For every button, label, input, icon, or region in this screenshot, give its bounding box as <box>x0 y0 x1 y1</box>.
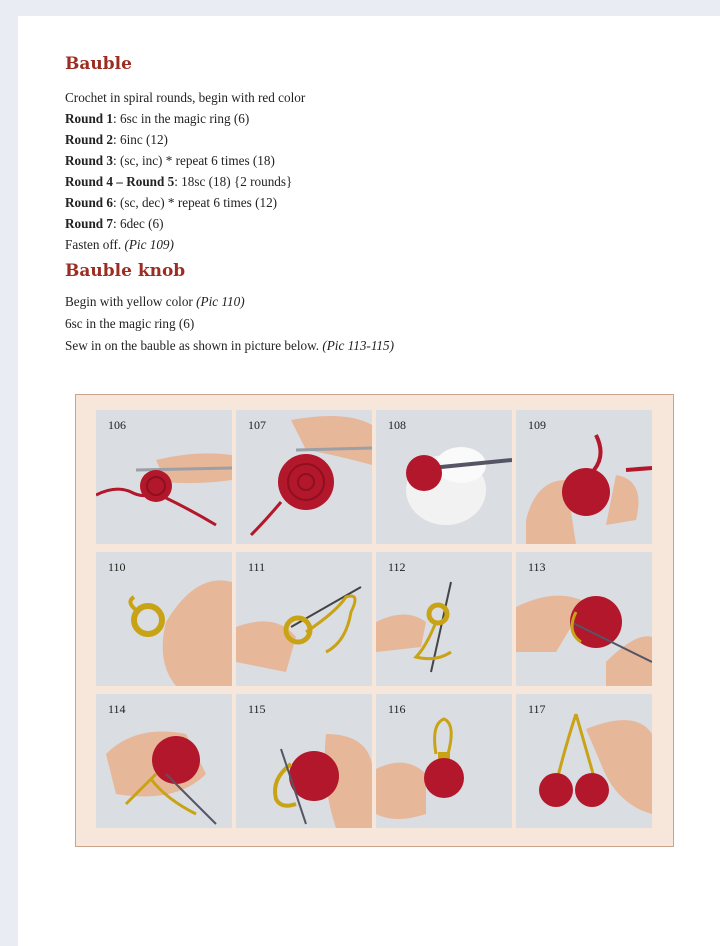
round-label: Round 4 – Round 5 <box>65 174 175 189</box>
round-2-line <box>65 132 168 148</box>
photo-number: 116 <box>388 702 406 716</box>
round-label: Round 3 <box>65 153 114 168</box>
photo-113 <box>516 552 652 686</box>
round-text: : (sc, inc) * repeat 6 times (18) <box>113 153 275 168</box>
pic-reference: (Pic 109) <box>124 237 174 252</box>
bauble-intro: Crochet in spiral rounds, begin with red color <box>65 90 306 105</box>
round-text: : 18sc (18) {2 rounds} <box>174 174 293 189</box>
photo-number: 113 <box>528 560 546 574</box>
photo-116 <box>376 694 512 828</box>
bauble-knob-heading: Bauble knob <box>65 261 186 281</box>
knob-line-1 <box>65 294 245 310</box>
photo-number: 112 <box>388 560 406 574</box>
knob-line-2: 6sc in the magic ring (6) <box>65 316 195 331</box>
photo-number: 114 <box>108 702 126 716</box>
photo-number: 106 <box>108 418 126 432</box>
photo-number: 117 <box>528 702 546 716</box>
photo-number: 111 <box>248 560 266 574</box>
round-label: Round 6 <box>65 195 114 210</box>
round-3-line <box>65 153 275 169</box>
round-7-line <box>65 216 164 232</box>
photo-110 <box>96 552 232 686</box>
photo-grid <box>75 394 674 847</box>
pattern-page <box>18 16 720 946</box>
knob-text: Sew in on the bauble as shown in picture below. <box>65 338 323 353</box>
round-label: Round 1 <box>65 111 114 126</box>
fasten-text: Fasten off. <box>65 237 125 252</box>
photo-number: 108 <box>388 418 406 432</box>
photo-number: 110 <box>108 560 126 574</box>
photo-111 <box>236 552 372 686</box>
round-6-line <box>65 195 277 211</box>
photo-108 <box>376 410 512 544</box>
round-text: : 6dec (6) <box>113 216 164 231</box>
photo-112 <box>376 552 512 686</box>
knob-text: Begin with yellow color <box>65 294 197 309</box>
photo-109 <box>516 410 652 544</box>
photo-115 <box>236 694 372 828</box>
round-text: : (sc, dec) * repeat 6 times (12) <box>113 195 278 210</box>
round-4-5-line <box>65 174 292 190</box>
round-label: Round 2 <box>65 132 114 147</box>
photo-106 <box>96 410 232 544</box>
round-label: Round 7 <box>65 216 114 231</box>
pic-reference: (Pic 110) <box>196 294 245 309</box>
pic-reference: (Pic 113-115) <box>322 338 395 353</box>
knob-line-3 <box>65 338 394 354</box>
photo-117 <box>516 694 652 828</box>
round-text: : 6sc in the magic ring (6) <box>113 111 250 126</box>
round-1-line <box>65 111 249 127</box>
photo-number: 109 <box>528 418 546 432</box>
photo-number: 115 <box>248 702 266 716</box>
photo-114 <box>96 694 232 828</box>
bauble-heading: Bauble <box>65 54 132 74</box>
photo-number: 107 <box>248 418 266 432</box>
round-text: : 6inc (12) <box>113 132 168 147</box>
fasten-off-line <box>65 237 174 253</box>
photo-107 <box>236 410 372 544</box>
